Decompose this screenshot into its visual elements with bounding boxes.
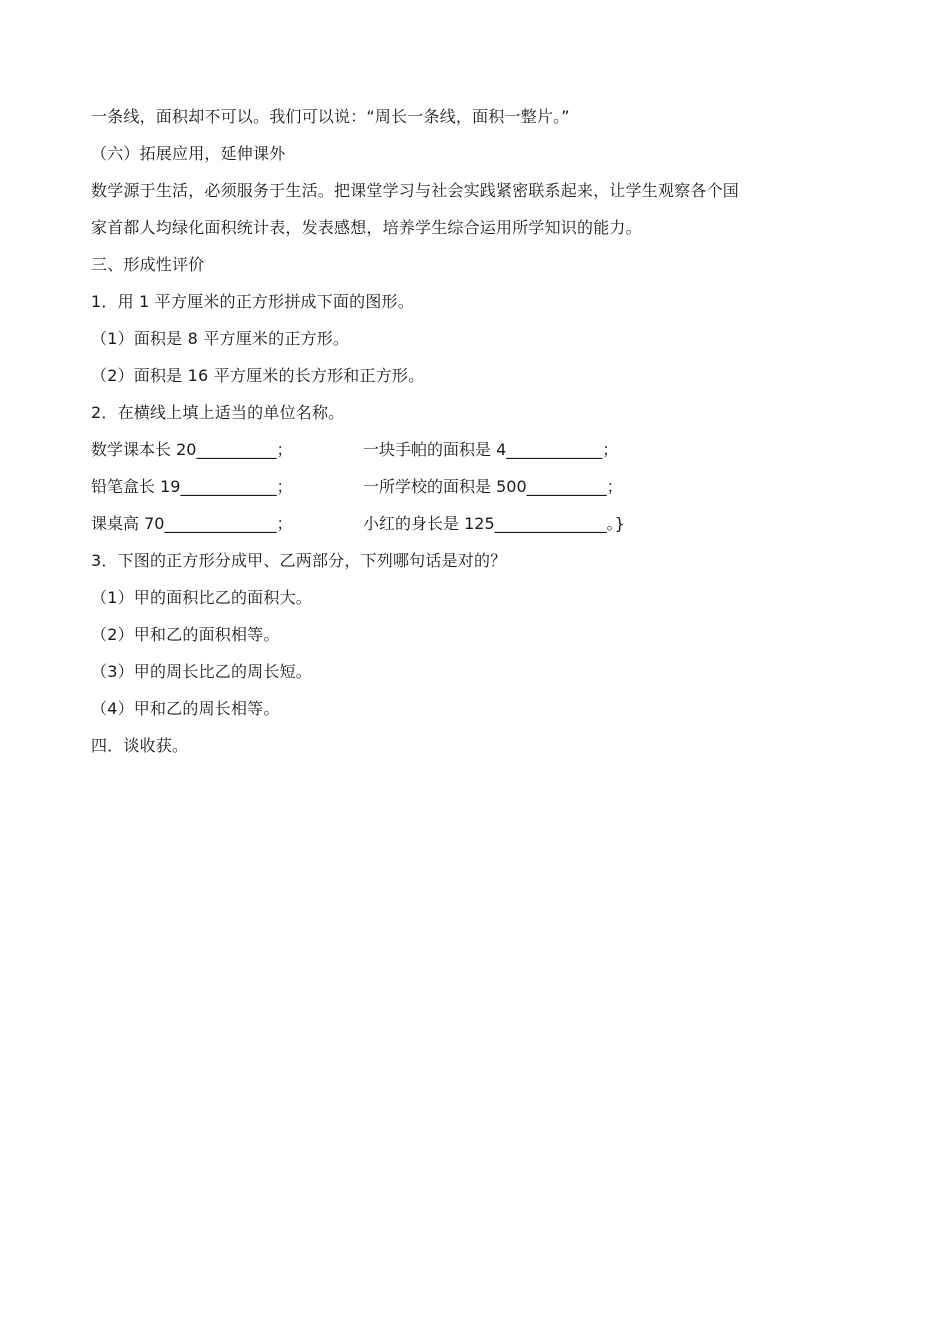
paragraph-line: 家首都人均绿化面积统计表，发表感想，培养学生综合运用所学知识的能力。 — [91, 218, 642, 237]
question-2: 2．在横线上填上适当的单位名称。 — [91, 403, 345, 422]
question-3: 3．下图的正方形分成甲、乙两部分，下列哪句话是对的？ — [91, 551, 507, 570]
question-1: 1．用 1 平方厘米的正方形拼成下面的图形。 — [91, 292, 414, 311]
section-heading-evaluation: 三、形成性评价 — [91, 255, 205, 274]
question-3-option-4: （4）甲和乙的周长相等。 — [91, 699, 280, 718]
fill-blank-row — [91, 468, 871, 505]
fill-blank-left: 课桌高 70______________； — [91, 514, 293, 533]
question-1-item-2: （2）面积是 16 平方厘米的长方形和正方形。 — [91, 366, 425, 385]
fill-blank-right: 一块手帕的面积是 4____________； — [363, 440, 619, 459]
fill-blank-left: 铅笔盒长 19____________； — [91, 477, 293, 496]
paragraph-line: 一条线，面积却不可以。我们可以说：“周长一条线，面积一整片。” — [91, 107, 570, 126]
document-body — [91, 98, 871, 764]
question-1-item-1: （1）面积是 8 平方厘米的正方形。 — [91, 329, 350, 348]
question-3-option-3: （3）甲的周长比乙的周长短。 — [91, 662, 312, 681]
fill-blank-right: 一所学校的面积是 500__________； — [363, 477, 623, 496]
section-heading-summary: 四．谈收获。 — [91, 736, 189, 755]
fill-blank-left: 数学课本长 20__________； — [91, 440, 293, 459]
question-3-option-1: （1）甲的面积比乙的面积大。 — [91, 588, 312, 607]
fill-blank-row — [91, 431, 871, 468]
fill-blank-row — [91, 505, 871, 542]
paragraph-line: 数学源于生活，必须服务于生活。把课堂学习与社会实践紧密联系起来，让学生观察各个国 — [91, 181, 740, 200]
question-3-option-2: （2）甲和乙的面积相等。 — [91, 625, 280, 644]
section-heading-extension: （六）拓展应用，延伸课外 — [91, 144, 286, 163]
fill-blank-right: 小红的身长是 125______________。} — [363, 514, 625, 533]
